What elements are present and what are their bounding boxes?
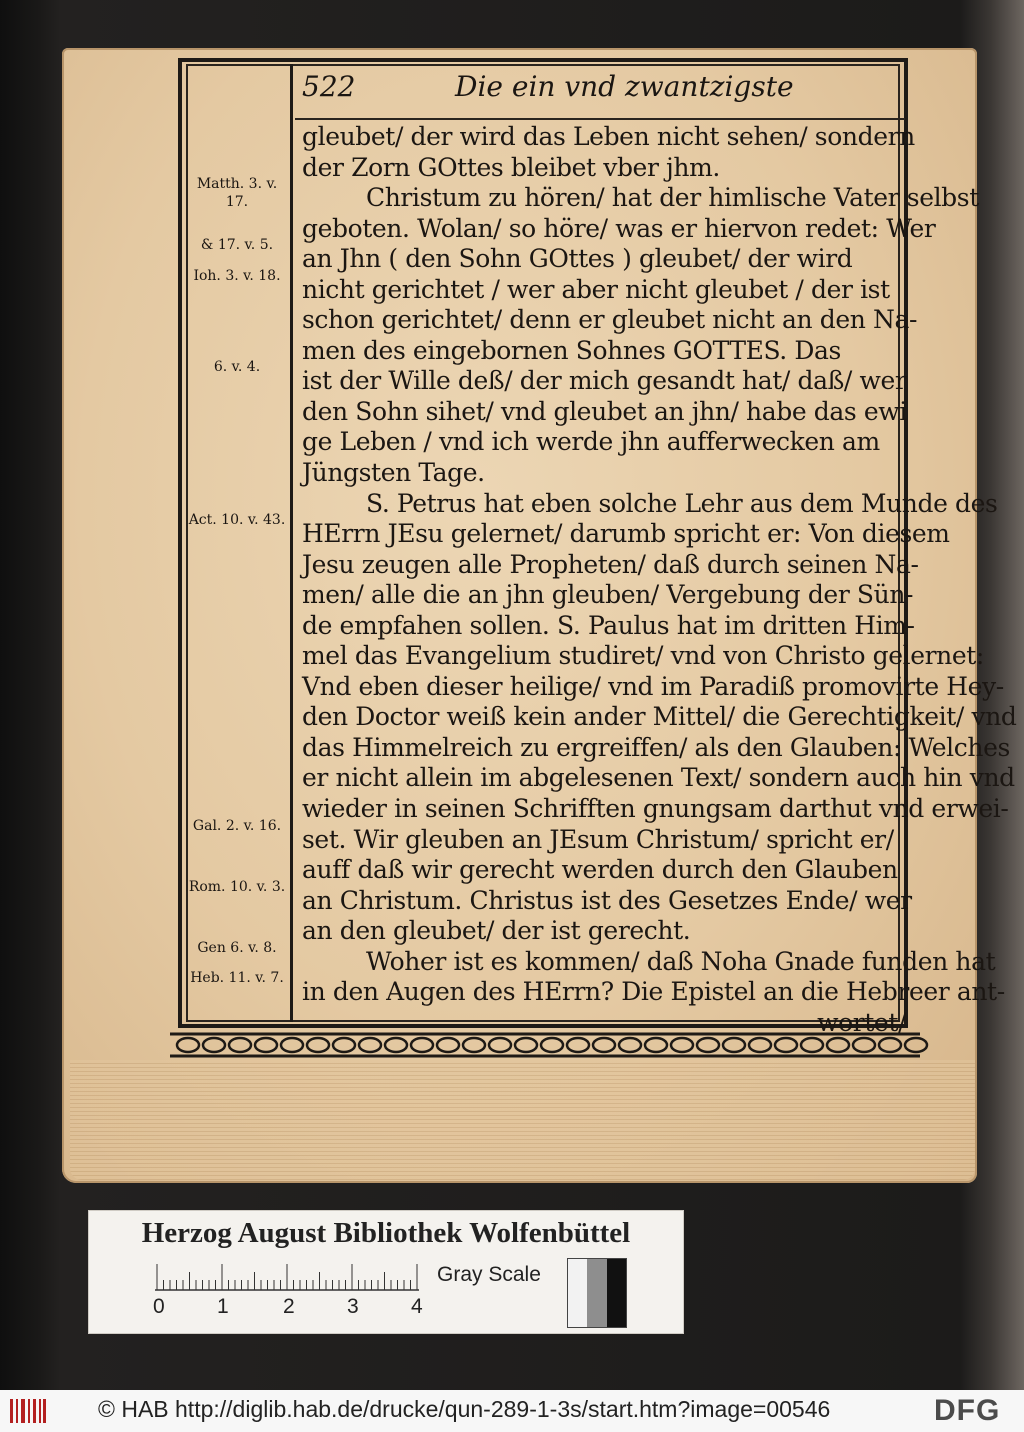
- text-line: geboten. Wolan/ so höre/ was er hiervon redet: Wer: [302, 213, 936, 243]
- text-line: Jesu zeugen alle Propheten/ daß durch seinen Na-: [302, 549, 919, 579]
- text-line: Vnd eben dieser heilige/ vnd im Paradiß promovirte Hey-: [302, 671, 1004, 701]
- margin-note: Gen 6. v. 8.: [197, 939, 277, 956]
- text-line: men/ alle die an jhn gleuben/ Vergebung der Sün-: [302, 580, 914, 610]
- text-line: ist der Wille deß/ der mich gesandt hat/ daß/ wer: [302, 366, 907, 396]
- source-link[interactable]: © HAB http://diglib.hab.de/drucke/qun-289-1-3s/start.htm?image=00546: [98, 1396, 831, 1422]
- text-line: S. Petrus hat eben solche Lehr aus dem Munde des: [366, 488, 998, 518]
- gray-scale-label: Gray Scale: [437, 1263, 541, 1286]
- text-line: der Zorn GOttes bleibet vber jhm.: [302, 152, 720, 182]
- page-edges: [70, 1060, 975, 1180]
- ruler-digit-1: 1: [217, 1295, 229, 1318]
- ornament-loop: [463, 1038, 485, 1052]
- ruler-digit-0: 0: [153, 1295, 165, 1318]
- ornament-loop: [307, 1038, 329, 1052]
- page-number: 522: [302, 70, 356, 103]
- ornament-loop: [775, 1038, 797, 1052]
- text-line: den Sohn sihet/ vnd gleubet an jhn/ habe das ewi: [302, 396, 907, 426]
- ornament-loop: [619, 1038, 641, 1052]
- swatch-light: [568, 1259, 587, 1327]
- margin-note: Heb. 11. v. 7.: [190, 970, 284, 987]
- text-line: ge Leben / vnd ich werde jhn aufferwecken am: [302, 427, 880, 457]
- ornament-loop: [203, 1038, 225, 1052]
- text-line: wieder in seinen Schrifften gnungsam darthut vnd erwei-: [302, 794, 1009, 824]
- margin-note: Ioh. 3. v. 18.: [193, 267, 281, 284]
- text-line: mel das Evangelium studiret/ vnd von Christo gelernet:: [302, 641, 984, 671]
- library-name: Herzog August Bibliothek Wolfenbüttel: [141, 1217, 631, 1249]
- text-line: an Jhn ( den Sohn GOttes ) gleubet/ der wird: [302, 244, 853, 274]
- text-line: men des eingebornen Sohnes GOTTES. Das: [302, 335, 841, 365]
- dfg-logo: DFG: [934, 1394, 1001, 1427]
- text-line: in den Augen des HErrn? Die Epistel an die Hebreer ant-: [302, 977, 1005, 1007]
- ornament-loop: [411, 1038, 433, 1052]
- text-line: Christum zu hören/ hat der himlische Vater selbst: [366, 183, 979, 213]
- ornament-loop: [853, 1038, 875, 1052]
- ornament-loop: [827, 1038, 849, 1052]
- ornament-loop: [593, 1038, 615, 1052]
- gray-scale-swatches: [567, 1258, 627, 1328]
- ruler-digit-3: 3: [347, 1295, 359, 1318]
- color-calibration-bar: [88, 1210, 684, 1334]
- footer-bar: [0, 1390, 1024, 1432]
- text-line: schon gerichtet/ denn er gleubet nicht an den Na-: [302, 305, 918, 335]
- ornament-loop: [489, 1038, 511, 1052]
- header-rule: [295, 118, 905, 120]
- text-line: den Doctor weiß kein ander Mittel/ die Gerechtigkeit/ vnd: [302, 702, 1017, 732]
- ornament-loop: [385, 1038, 407, 1052]
- ornament-loop: [515, 1038, 537, 1052]
- text-line: an den gleubet/ der ist gerecht.: [302, 916, 691, 946]
- text-line: Jüngsten Tage.: [302, 458, 485, 488]
- ornament-loop: [671, 1038, 693, 1052]
- margin-note: 6. v. 4.: [213, 359, 261, 376]
- text-line: er nicht allein im abgelesenen Text/ sondern auch hin vnd: [302, 763, 1015, 793]
- text-line: HErrn JEsu gelernet/ darumb spricht er: Von diesem: [302, 519, 950, 549]
- ornament-loop: [567, 1038, 589, 1052]
- ornament-loop: [645, 1038, 667, 1052]
- ornament-loop: [879, 1038, 901, 1052]
- ornament-loop: [749, 1038, 771, 1052]
- ornament-loop: [255, 1038, 277, 1052]
- ruler-scale: [155, 1263, 419, 1291]
- margin-column-rule: [290, 64, 293, 1022]
- running-head: Die ein vnd zwantzigste: [455, 70, 794, 103]
- ornament-loop: [359, 1038, 381, 1052]
- text-line: de empfahen sollen. S. Paulus hat im dritten Him-: [302, 610, 915, 640]
- ornament-loop: [697, 1038, 719, 1052]
- text-line: nicht gerichtet / wer aber nicht gleubet / der ist: [302, 274, 890, 304]
- ornament-loop: [437, 1038, 459, 1052]
- text-line: Woher ist es kommen/ daß Noha Gnade funden hat: [366, 946, 996, 976]
- ornament-loop: [801, 1038, 823, 1052]
- margin-note: & 17. v. 5.: [200, 237, 274, 254]
- ornament-loop: [177, 1038, 199, 1052]
- body-text: [302, 122, 1017, 1038]
- margin-note: Act. 10. v. 43.: [188, 512, 286, 529]
- margin-note: Matth. 3. v. 17.: [196, 176, 278, 211]
- swatch-dark: [607, 1259, 626, 1327]
- text-line: set. Wir gleuben an JEsum Christum/ spricht er/: [302, 824, 894, 854]
- ruler-digit-4: 4: [411, 1295, 423, 1318]
- text-line: wortet/: [817, 1007, 906, 1037]
- ornament-border: [170, 1030, 920, 1060]
- margin-note: Gal. 2. v. 16.: [192, 817, 282, 834]
- swatch-mid: [587, 1259, 606, 1327]
- margin-note: Rom. 10. v. 3.: [188, 878, 286, 895]
- text-line: das Himmelreich zu ergreiffen/ als den Glauben: Welches: [302, 732, 1010, 762]
- ornament-loop: [333, 1038, 355, 1052]
- ornament-loop: [541, 1038, 563, 1052]
- ornament-loop: [229, 1038, 251, 1052]
- barcode-logo-icon: [8, 1397, 48, 1425]
- text-line: auff daß wir gerecht werden durch den Glauben: [302, 855, 898, 885]
- ornament-loop: [723, 1038, 745, 1052]
- text-line: an Christum. Christus ist des Gesetzes Ende/ wer: [302, 885, 912, 915]
- text-line: gleubet/ der wird das Leben nicht sehen/ sondern: [302, 122, 915, 151]
- ornament-loop: [281, 1038, 303, 1052]
- ruler-digit-2: 2: [283, 1295, 295, 1318]
